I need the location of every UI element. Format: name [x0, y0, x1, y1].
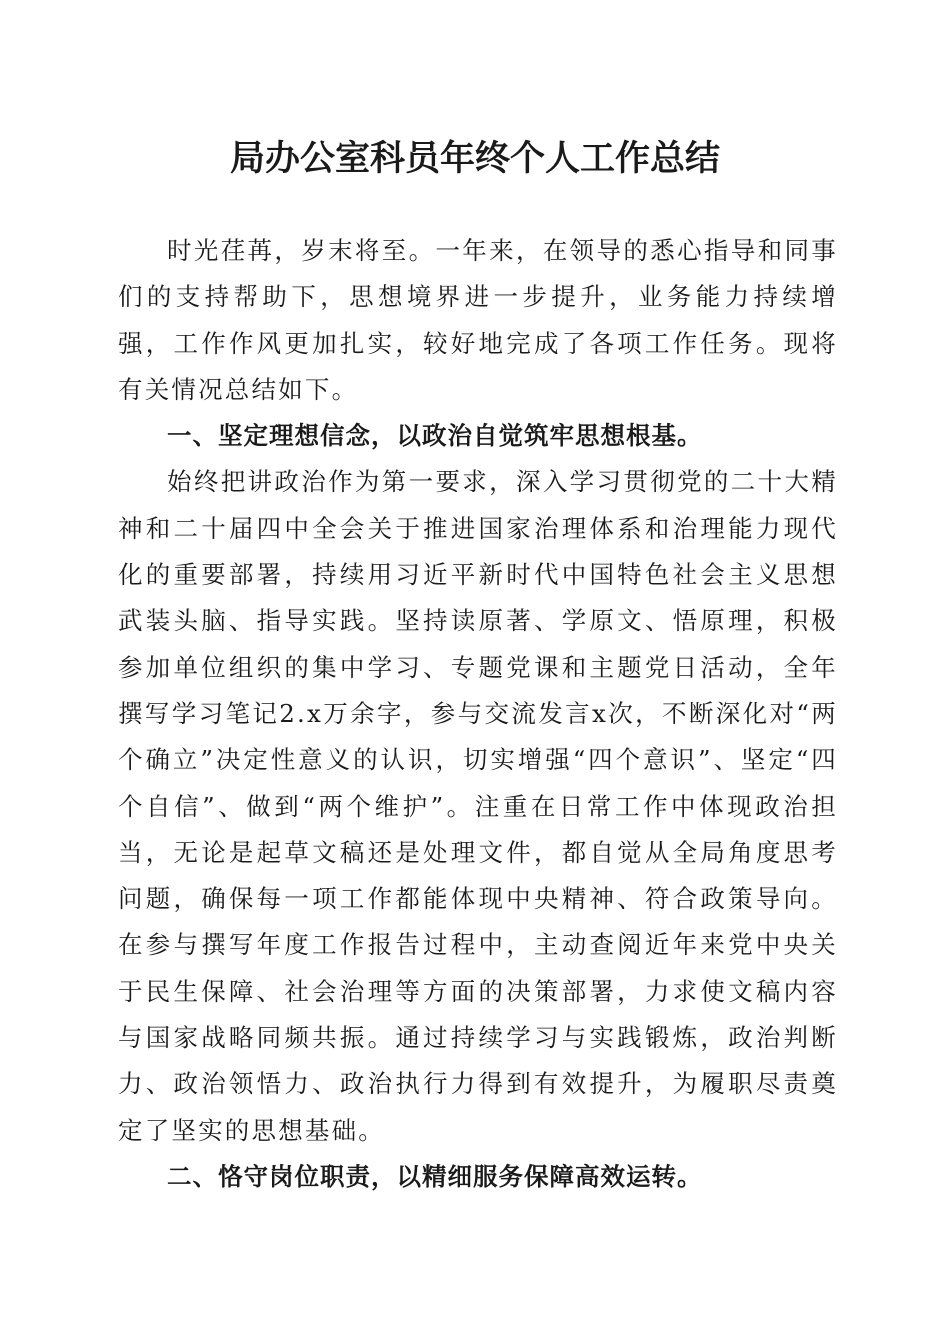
section-1-heading: 一、坚定理想信念，以政治自觉筑牢思想根基。: [167, 421, 703, 451]
section-1-paragraph: 始终把讲政治作为第一要求，深入学习贯彻党的二十大精神和二十届四中全会关于推进国家治理体系和治理能力现代化的重要部署，持续用习近平新时代中国特色社会主义思想武装头脑、指导实践。坚持读原著、学原文、悟原理，积极参加单位组织的集中学习、专题党课和主题党日活动，全年撰写学习笔记2.x万余字，参与交流发言x次，不断深化对“两个确立”决定性意义的认识，切实增强“四个意识”、坚定“四个自信”、做到“两个维护”。注重在日常工作中体现政治担当，无论是起草文稿还是处理文件，都自觉从全局角度思考问题，确保每一项工作都能体现中央精神、符合政策导向。在参与撰写年度工作报告过程中，主动查阅近年来党中央关于民生保障、社会治理等方面的决策部署，力求使文稿内容与国家战略同频共振。通过持续学习与实践锻炼，政治判断力、政治领悟力、政治执行力得到有效提升，为履职尽责奠定了坚实的思想基础。: [118, 467, 838, 1145]
document-body: [118, 228, 838, 1200]
section-2-heading: 二、恪守岗位职责，以精细服务保障高效运转。: [167, 1161, 703, 1191]
intro-paragraph: 时光荏苒，岁末将至。一年来，在领导的悉心指导和同事们的支持帮助下，思想境界进一步提升，业务能力持续增强，工作作风更加扎实，较好地完成了各项工作任务。现将有关情况总结如下。: [118, 236, 838, 404]
document-title: 局办公室科员年终个人工作总结: [229, 138, 720, 179]
